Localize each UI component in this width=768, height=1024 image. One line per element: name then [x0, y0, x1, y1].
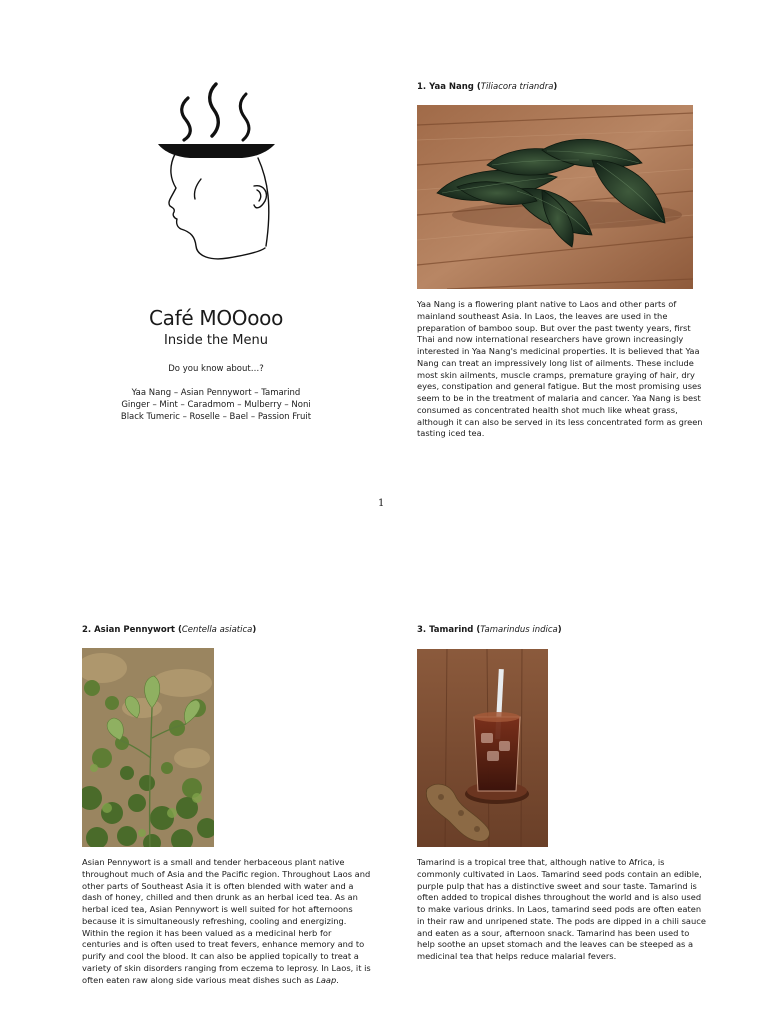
yaa-nang-description: Yaa Nang is a flowering plant native to Laos and other parts of mainland southeast Asia. In Laos, the leaves are used in the preparation of bamboo soup. But over the past twenty years, first Thai and now international researchers have grown increasingly interested in Yaa Nang's medicinal properties. It is believed that Yaa Nang can treat an impressively long list of ailments. These include most skin ailments, muscle cramps, premature graying of hair, dry eyes, constipation and general fatigue. But the most promising uses seem to be in the treatment of malaria and cancer. Yaa Nang is best consumed as concentrated health shot much like wheat grass, although it can also be served in its less concentrated form as green tasting iced tea.: [417, 299, 703, 439]
cafe-head-logo-icon: [150, 80, 285, 265]
pennywort-plant-photo-icon: [82, 648, 214, 847]
brand-subtitle: Inside the Menu: [164, 333, 268, 348]
pennywort-heading: [82, 625, 256, 635]
tamarind-iced-drink-photo-icon: [417, 649, 548, 847]
yaa-nang-heading-text: 1. Yaa Nang (: [417, 82, 481, 92]
brand-title: Café MOOooo: [148, 306, 284, 330]
yaa-nang-heading: [417, 82, 557, 92]
topics-line: Yaa Nang – Asian Pennywort – Tamarind: [131, 388, 301, 398]
pennywort-heading-end: ): [252, 625, 257, 635]
pennywort-description-end: .: [336, 974, 339, 985]
tamarind-heading-end: ): [557, 625, 562, 635]
yaa-nang-latin-name: Tiliacora triandra: [480, 82, 554, 92]
pennywort-heading-text: 2. Asian Pennywort (: [82, 625, 182, 635]
yaa-nang-heading-end: ): [553, 82, 558, 92]
laap-dish-name: Laap: [316, 974, 337, 985]
topics-list: [95, 387, 337, 423]
pennywort-latin-name: Centella asiatica: [181, 625, 253, 635]
topics-line: Ginger – Mint – Caradmom – Mulberry – Noni: [121, 400, 311, 410]
do-you-know-line: Do you know about…?: [168, 364, 264, 374]
topics-line: Black Tumeric – Roselle – Bael – Passion Fruit: [120, 412, 312, 422]
tamarind-description: Tamarind is a tropical tree that, although native to Africa, is commonly cultivated in Laos. Tamarind seed pods contain an edible, purple pulp that has a distinctive sweet and sour taste. Tamarind is often added to tropical dishes throughout the world and is also used to make various drinks. In Laos, tamarind seed pods are often eaten in their raw and unripened state. The pods are dipped in a chili sauce and eaten as a sour, afternoon snack. Tamarind has been used to help soothe an upset stomach and the leaves can be steeped as a medicinal tea that helps reduce malarial fevers.: [417, 857, 706, 961]
tamarind-heading: [417, 625, 562, 635]
pennywort-description-text: Asian Pennywort is a small and tender herbaceous plant native throughout much of Asia and the Pacific region. Throughout Laos and other parts of Southeast Asia it is often blended with water and a dash of honey, chilled and then drunk as an herbal iced tea. As an herbal iced tea, Asian Pennywort is well suited for hot afternoons because it is simultaneously refreshing, cooling and energizing. Within the region it has been valued as a medicinal herb for centuries and is often used to treat fevers, enhance memory and to purify and cool the blood. It can also be applied topically to treat a variety of skin disorders ranging from eczema to leprosy. In Laos, it is often eaten raw along side various meat dishes such as: [82, 857, 371, 985]
tamarind-heading-text: 3. Tamarind (: [417, 625, 481, 635]
pennywort-description: [82, 857, 372, 986]
page-number: 1: [378, 498, 385, 509]
tamarind-latin-name: Tamarindus indica: [480, 625, 558, 635]
leaves-on-wood-photo-icon: [417, 105, 693, 289]
